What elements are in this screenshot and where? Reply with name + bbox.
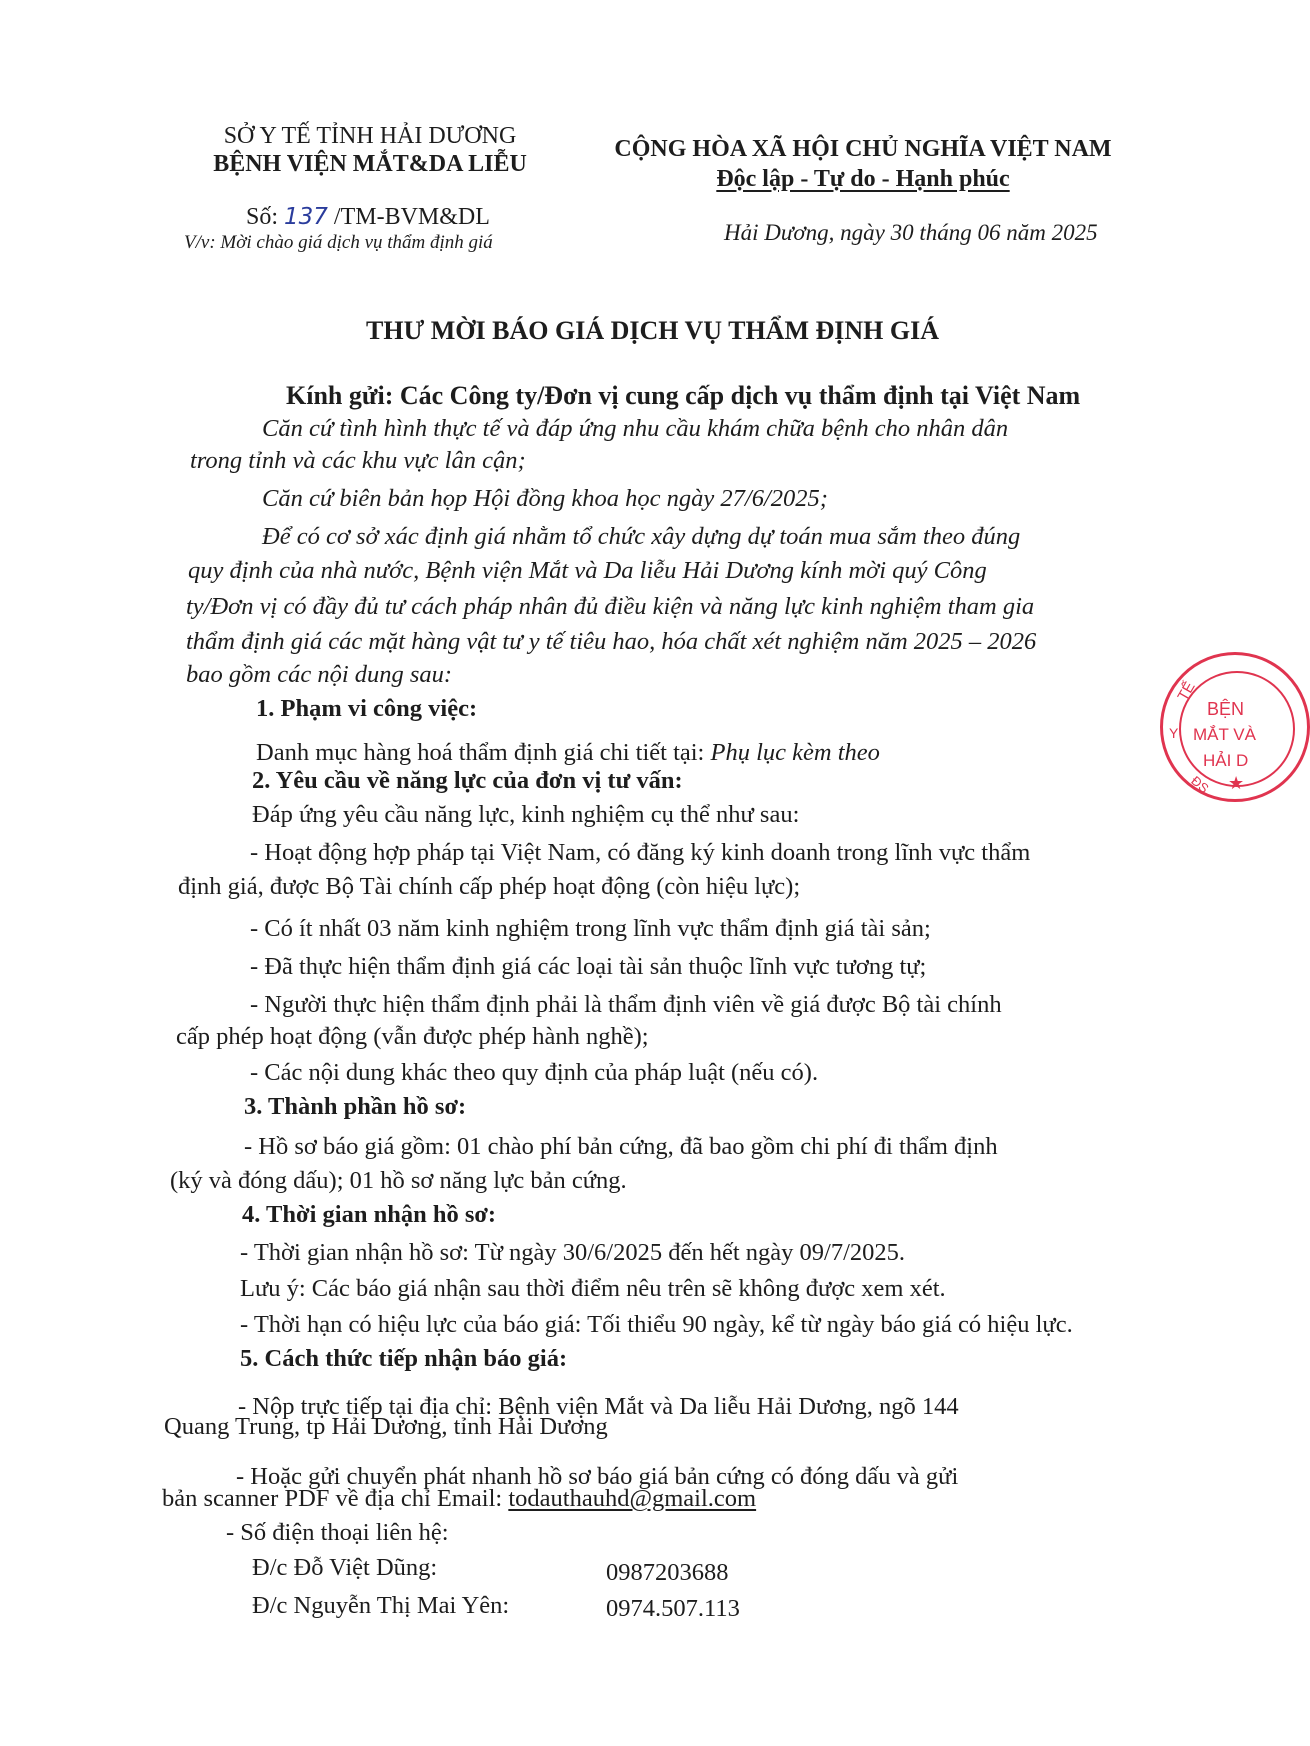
preamble-line: Căn cứ biên bản họp Hội đồng khoa học ngày 27/6/2025; [262, 485, 828, 512]
appendix-reference: Phụ lục kèm theo [710, 739, 880, 766]
subject-line: V/v: Mời chào giá dịch vụ thẩm định giá [184, 232, 493, 253]
stamp-star-icon: ★ [1228, 773, 1245, 793]
section-3-line: (ký và đóng dấu); 01 hồ sơ năng lực bản cứng. [170, 1167, 627, 1194]
section-2-line: - Người thực hiện thẩm định phải là thẩm định viên về giá được Bộ tài chính [250, 991, 1002, 1018]
contact-name: Đ/c Đỗ Việt Dũng: [252, 1554, 438, 1581]
section-2-line: Đáp ứng yêu cầu năng lực, kinh nghiệm cụ thể như sau: [252, 801, 800, 828]
phone-label: - Số điện thoại liên hệ: [226, 1519, 449, 1546]
stamp-arc-text: TẾ [1174, 678, 1199, 705]
section-5-line: - Hoặc gửi chuyển phát nhanh hồ sơ báo giá bản cứng có đóng dấu và gửi [236, 1463, 959, 1490]
handwritten-number: 137 [284, 204, 328, 230]
stamp-arc-text: Y [1169, 725, 1179, 741]
section-2-line: - Có ít nhất 03 năm kinh nghiệm trong lĩnh vực thẩm định giá tài sản; [250, 915, 931, 942]
preamble-line: trong tỉnh và các khu vực lân cận; [190, 447, 526, 474]
national-motto: Độc lập - Tự do - Hạnh phúc [716, 166, 1010, 192]
preamble-line: Để có cơ sở xác định giá nhằm tổ chức xây dựng dự toán mua sắm theo đúng [262, 523, 1021, 550]
email-line: bản scanner PDF về địa chỉ Email: todauthauhd@gmail.com [162, 1485, 757, 1512]
issue-date: Hải Dương, ngày 30 tháng 06 năm 2025 [724, 220, 1098, 245]
email-link[interactable]: todauthauhd@gmail.com [508, 1485, 757, 1512]
preamble-line: ty/Đơn vị có đầy đủ tư cách pháp nhân đủ điều kiện và năng lực kinh nghiệm tham gia [186, 593, 1035, 620]
contact-name: Đ/c Nguyễn Thị Mai Yên: [252, 1592, 510, 1619]
dept-name: SỞ Y TẾ TỈNH HẢI DƯƠNG [223, 123, 517, 149]
number-suffix: /TM-BVM&DL [333, 204, 490, 230]
stamp-text: HẢI D [1203, 751, 1249, 770]
section-1-text: Danh mục hàng hoá thẩm định giá chi tiết tại: Phụ lục kèm theo [256, 739, 880, 766]
section-4-line: - Thời gian nhận hồ sơ: Từ ngày 30/6/2025 đến hết ngày 09/7/2025. [240, 1239, 906, 1266]
preamble-line: bao gồm các nội dung sau: [186, 661, 453, 688]
document-number [246, 203, 490, 231]
section-2-line: định giá, được Bộ Tài chính cấp phép hoạt động (còn hiệu lực); [178, 873, 801, 900]
section-2-heading: 2. Yêu cầu về năng lực của đơn vị tư vấn: [252, 767, 683, 794]
section-2-line: - Các nội dung khác theo quy định của pháp luật (nếu có). [250, 1059, 819, 1086]
country-name: CỘNG HÒA XÃ HỘI CHỦ NGHĨA VIỆT NAM [614, 136, 1112, 162]
section-2-line: - Đã thực hiện thẩm định giá các loại tài sản thuộc lĩnh vực tương tự; [250, 953, 927, 980]
contact-phone: 0974.507.113 [606, 1595, 740, 1622]
number-prefix: Số: [246, 204, 279, 230]
recipient-line: Kính gửi: Các Công ty/Đơn vị cung cấp dịch vụ thẩm định tại Việt Nam [286, 381, 1081, 410]
section-5-line: Quang Trung, tp Hải Dương, tỉnh Hải Dương [164, 1413, 608, 1440]
official-stamp [1160, 652, 1310, 802]
section-1-heading: 1. Phạm vi công việc: [256, 695, 478, 722]
preamble-line: Căn cứ tình hình thực tế và đáp ứng nhu cầu khám chữa bệnh cho nhân dân [262, 415, 1009, 442]
section-5-heading: 5. Cách thức tiếp nhận báo giá: [240, 1345, 568, 1372]
stamp-text: BỆN [1207, 699, 1245, 719]
hospital-name: BỆNH VIỆN MẮT&DA LIỄU [213, 151, 527, 177]
section-4-line: Lưu ý: Các báo giá nhận sau thời điểm nêu trên sẽ không được xem xét. [240, 1275, 946, 1302]
stamp-arc-text: ĐS [1188, 772, 1212, 797]
section-3-heading: 3. Thành phần hồ sơ: [244, 1093, 467, 1120]
section-4-line: - Thời hạn có hiệu lực của báo giá: Tối thiểu 90 ngày, kể từ ngày báo giá có hiệu lực. [240, 1311, 1073, 1338]
section-4-heading: 4. Thời gian nhận hồ sơ: [242, 1201, 497, 1228]
contact-phone: 0987203688 [606, 1559, 729, 1586]
preamble-line: quy định của nhà nước, Bệnh viện Mắt và Da liễu Hải Dương kính mời quý Công [188, 557, 987, 584]
section-3-line: - Hồ sơ báo giá gồm: 01 chào phí bản cứng, đã bao gồm chi phí đi thẩm định [244, 1133, 998, 1160]
document-title: THƯ MỜI BÁO GIÁ DỊCH VỤ THẨM ĐỊNH GIÁ [366, 316, 940, 345]
section-2-line: - Hoạt động hợp pháp tại Việt Nam, có đăng ký kinh doanh trong lĩnh vực thẩm [250, 839, 1031, 866]
section-2-line: cấp phép hoạt động (vẫn được phép hành nghề); [176, 1023, 649, 1050]
preamble-line: thẩm định giá các mặt hàng vật tư y tế tiêu hao, hóa chất xét nghiệm năm 2025 – 2026 [186, 628, 1037, 655]
stamp-text: MẮT VÀ [1193, 725, 1256, 744]
section-5-line: - Nộp trực tiếp tại địa chỉ: Bệnh viện Mắt và Da liễu Hải Dương, ngõ 144 [238, 1393, 959, 1420]
